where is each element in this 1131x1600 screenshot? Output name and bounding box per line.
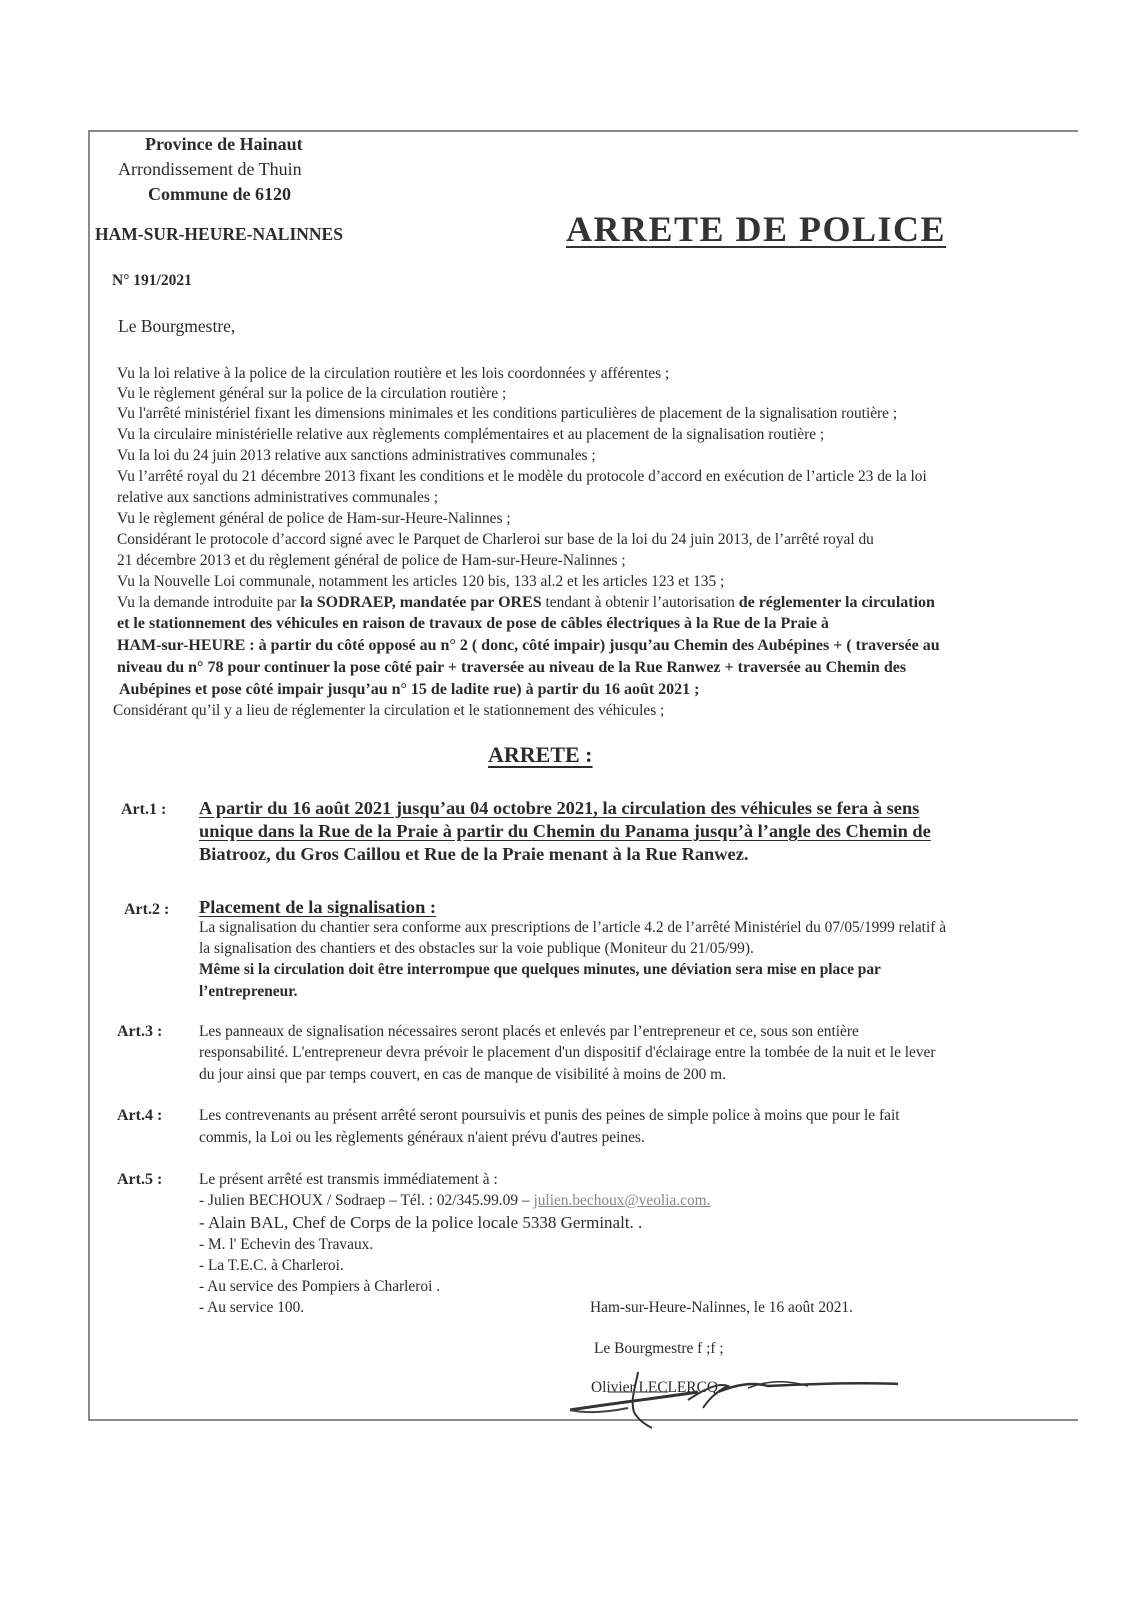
recipient-item: - La T.E.C. à Charleroi. xyxy=(199,1257,344,1274)
consideration-item: Vu l’arrêté royal du 21 décembre 2013 fixant les conditions et le modèle du protocole d’accord en exécution de l’article 23 de la loi xyxy=(117,468,927,485)
article-3-label: Art.3 : xyxy=(117,1023,163,1040)
article-3-text: Les panneaux de signalisation nécessaires seront placés et enlevés par l’entrepreneur et ce, sous son entière xyxy=(199,1023,859,1040)
consideration-item: Vu la loi relative à la police de la circulation routière et les lois coordonnées y afférentes ; xyxy=(117,365,670,382)
article-4-text: commis, la Loi ou les règlements généraux n'aient prévu d'autres peines. xyxy=(199,1129,645,1146)
municipality-label: HAM-SUR-HEURE-NALINNES xyxy=(95,224,343,244)
frame-border-left xyxy=(88,130,90,1420)
signatory-title: Le Bourgmestre f ;f ; xyxy=(594,1340,724,1357)
consideration-item: relative aux sanctions administratives communales ; xyxy=(117,489,438,506)
article-1-text: unique dans la Rue de la Praie à partir du Chemin du Panama jusqu’à l’angle des Chemin de xyxy=(199,821,931,841)
decree-number: N° 191/2021 xyxy=(112,272,192,289)
decree-heading: ARRETE : xyxy=(488,742,593,767)
article-2-label: Art.2 : xyxy=(124,901,170,918)
arrondissement-label: Arrondissement de Thuin xyxy=(118,159,302,179)
request-line: HAM-sur-HEURE : à partir du côté opposé au n° 2 ( donc, côté impair) jusqu’au Chemin des Aubépines + ( traversée au xyxy=(117,637,940,654)
recipient-item: - Alain BAL, Chef de Corps de la police locale 5338 Germinalt. . xyxy=(199,1213,643,1232)
consideration-item: Vu la loi du 24 juin 2013 relative aux sanctions administratives communales ; xyxy=(117,447,596,464)
frame-border-top xyxy=(88,130,1078,132)
request-line: et le stationnement des véhicules en raison de travaux de pose de câbles électriques à la Rue de la Praie à xyxy=(117,615,829,632)
request-requester: la SODRAEP, mandatée par ORES xyxy=(300,594,542,611)
article-1-dates: A partir du 16 août 2021 jusqu’au 04 octobre 2021, xyxy=(199,798,598,818)
place-and-date: Ham-sur-Heure-Nalinnes, le 16 août 2021. xyxy=(590,1299,853,1316)
recipient-item xyxy=(199,1193,710,1208)
article-1-text: Biatrooz, du Gros Caillou et Rue de la Praie menant à la Rue Ranwez. xyxy=(199,844,749,864)
article-2-heading: Placement de la signalisation : xyxy=(199,897,437,917)
signatory-name: Olivier LECLERCQ xyxy=(591,1379,718,1396)
recipient-item: - Au service des Pompiers à Charleroi . xyxy=(199,1278,441,1295)
article-2-text: Même si la circulation doit être interrompue que quelques minutes, une déviation sera mise en place par xyxy=(199,961,881,978)
article-5-label: Art.5 : xyxy=(117,1171,163,1188)
article-3-text: responsabilité. L'entrepreneur devra prévoir le placement d'un dispositif d'éclairage entre la tombée de la nuit et le lever xyxy=(199,1044,936,1061)
salutation: Le Bourgmestre, xyxy=(118,316,236,336)
request-line xyxy=(117,595,935,611)
document-title: ARRETE DE POLICE xyxy=(566,209,947,249)
request-text: Vu la demande introduite par xyxy=(117,594,301,611)
request-line: Aubépines et pose côté impair jusqu’au n° 15 de ladite rue) à partir du 16 août 2021 ; xyxy=(119,681,700,698)
consideration-item: Vu le règlement général de police de Ham-sur-Heure-Nalinnes ; xyxy=(117,510,511,527)
final-consideration: Considérant qu’il y a lieu de réglementer la circulation et le stationnement des véhicules ; xyxy=(113,702,665,719)
request-text: tendant à obtenir l’autorisation xyxy=(541,594,739,611)
consideration-item: 21 décembre 2013 et du règlement général de police de Ham-sur-Heure-Nalinnes ; xyxy=(117,552,626,569)
article-1-text-part: a circulation des véhicules se fera à sens xyxy=(607,798,920,818)
recipient-email-link[interactable]: julien.bechoux@veolia.com. xyxy=(533,1192,711,1209)
handwritten-signature xyxy=(568,1370,908,1430)
article-2-text: La signalisation du chantier sera conforme aux prescriptions de l’article 4.2 de l’arrêté Ministériel du 07/05/1999 relatif à xyxy=(199,919,947,936)
article-2-text: la signalisation des chantiers et des obstacles sur la voie publique (Moniteur du 21/05/99). xyxy=(199,940,754,957)
consideration-item: Vu le règlement général sur la police de la circulation routière ; xyxy=(117,385,507,402)
commune-label: Commune de 6120 xyxy=(148,184,291,204)
article-4-label: Art.4 : xyxy=(117,1107,163,1124)
consideration-item: Vu la Nouvelle Loi communale, notamment les articles 120 bis, 133 al.2 et les articles 123 et 135 ; xyxy=(117,573,725,590)
consideration-item: Considérant le protocole d’accord signé avec le Parquet de Charleroi sur base de la loi du 24 juin 2013, de l’arrêté royal du xyxy=(117,531,874,548)
recipient-item: - Au service 100. xyxy=(199,1299,305,1316)
consideration-item: Vu l'arrêté ministériel fixant les dimensions minimales et les conditions particulières de placement de la signalisation routière ; xyxy=(117,405,898,422)
article-2-text: l’entrepreneur. xyxy=(199,983,298,1000)
consideration-item: Vu la circulaire ministérielle relative aux règlements complémentaires et au placement de la signalisation routière ; xyxy=(117,426,825,443)
article-1-text xyxy=(199,799,919,817)
request-purpose: de réglementer la circulation xyxy=(738,594,935,611)
recipient-text: - Julien BECHOUX / Sodraep – Tél. : 02/345.99.09 – xyxy=(199,1192,534,1209)
article-1-label: Art.1 : xyxy=(121,801,167,818)
article-3-text: du jour ainsi que par temps couvert, en cas de manque de visibilité à moins de 200 m. xyxy=(199,1066,727,1083)
article-4-text: Les contrevenants au présent arrêté seront poursuivis et punis des peines de simple police à moins que pour le fait xyxy=(199,1107,900,1124)
article-5-intro: Le présent arrêté est transmis immédiatement à : xyxy=(199,1171,498,1188)
province-label: Province de Hainaut xyxy=(145,134,303,154)
article-1-text-part: l xyxy=(597,798,608,818)
request-line: niveau du n° 78 pour continuer la pose côté pair + traversée au niveau de la Rue Ranwez + traversée au Chemin des xyxy=(117,659,907,676)
recipient-item: - M. l' Echevin des Travaux. xyxy=(199,1236,374,1253)
